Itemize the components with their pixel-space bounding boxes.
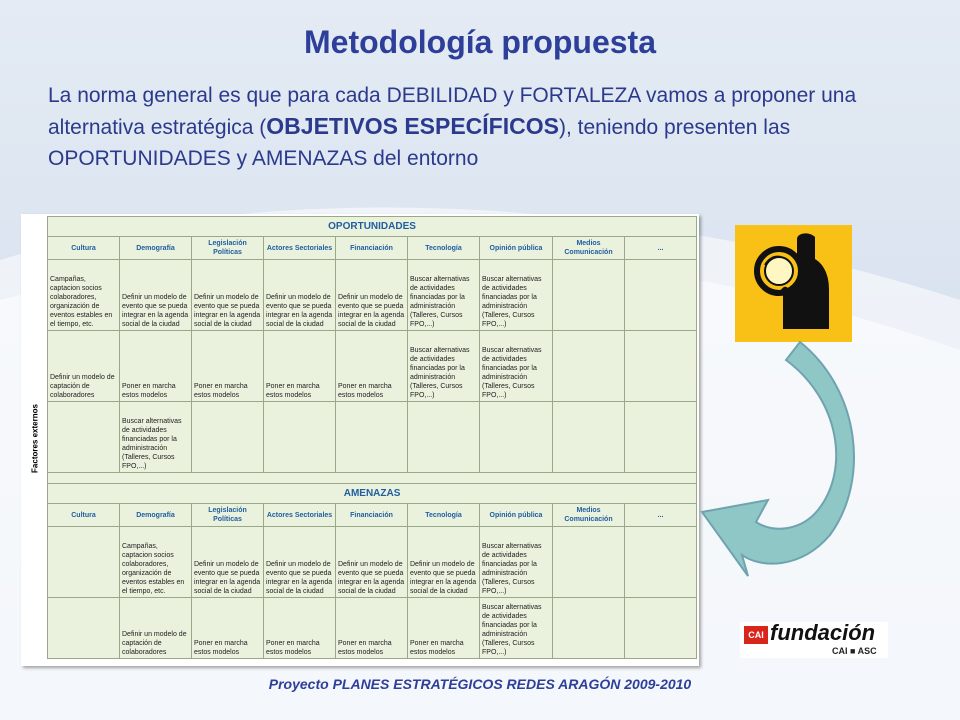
column-header: Medios Comunicación [553,504,625,527]
table-cell [553,598,625,659]
table-cell [48,598,120,659]
table-cell [408,402,480,473]
logo-subtitle: CAI ■ ASC [832,646,877,656]
logo-mark: CAI [744,626,768,644]
column-header: Opinión pública [480,237,553,260]
intro-part-3: ), [558,116,578,139]
table-cell: Poner en marcha estos modelos [336,331,408,402]
magnifier-detective-icon [735,225,852,342]
column-header: Financiación [336,237,408,260]
table-cell [48,527,120,598]
column-header: Tecnología [408,237,480,260]
table-cell: Definir un modelo de evento que se pueda integrar en la agenda social de la ciudad [192,260,264,331]
strategy-table [47,216,697,659]
table-row [48,402,697,473]
column-header: Legislación Políticas [192,237,264,260]
table-cell [625,527,697,598]
table-cell: Buscar alternativas de actividades financiadas por la administración (Talleres, Cursos FPO,...) [480,331,553,402]
table-cell [553,402,625,473]
section-title-oportunidades: OPORTUNIDADES [48,217,697,237]
table-cell [625,331,697,402]
table-cell: Poner en marcha estos modelos [408,598,480,659]
table-cell [264,402,336,473]
table-cell: Definir un modelo de evento que se pueda integrar en la agenda social de la ciudad [192,527,264,598]
side-label-container [23,214,47,666]
footer-text: Proyecto PLANES ESTRATÉGICOS REDES ARAGÓN 2009-2010 [268,676,692,692]
column-header: Medios Comunicación [553,237,625,260]
column-header: Tecnología [408,504,480,527]
column-header: Cultura [48,237,120,260]
table-cell: Campañas, captacion socios colaboradores, organización de eventos estables en el tiempo, etc. [120,527,192,598]
curved-arrow-icon [690,330,890,590]
page-title: Metodología propuesta [304,24,656,60]
table-cell [48,402,120,473]
header-row-amenazas [48,504,697,527]
table-cell: Buscar alternativas de actividades financiadas por la administración (Talleres, Cursos FPO,...) [408,260,480,331]
table-cell [553,527,625,598]
logo-wordmark: fundación [770,620,876,645]
column-header: Cultura [48,504,120,527]
table-cell: Definir un modelo de evento que se pueda integrar en la agenda social de la ciudad [264,527,336,598]
table-cell: Definir un modelo de evento que se pueda integrar en la agenda social de la ciudad [336,260,408,331]
table-cell: Definir un modelo de evento que se pueda integrar en la agenda social de la ciudad [264,260,336,331]
table-cell [553,260,625,331]
table-cell: Poner en marcha estos modelos [192,331,264,402]
intro-text [48,80,908,174]
table-cell: Buscar alternativas de actividades financiadas por la administración (Talleres, Cursos FPO,...) [480,598,553,659]
column-header: Actores Sectoriales [264,237,336,260]
table-cell: Definir un modelo de evento que se pueda integrar en la agenda social de la ciudad [336,527,408,598]
table-row [48,527,697,598]
column-header: Legislación Políticas [192,504,264,527]
table-cell [625,402,697,473]
fundacion-cai-logo [740,622,888,658]
column-header: Opinión pública [480,504,553,527]
table-cell: Definir un modelo de captación de colaboradores [120,598,192,659]
table-cell: Campañas, captacion socios colaboradores, organización de eventos estables en el tiempo, etc. [48,260,120,331]
column-header: Actores Sectoriales [264,504,336,527]
table-cell: Poner en marcha estos modelos [264,331,336,402]
table-cell: Poner en marcha estos modelos [336,598,408,659]
table-cell: Definir un modelo de captación de colaboradores [48,331,120,402]
table-cell: Poner en marcha estos modelos [192,598,264,659]
column-header: Demografía [120,237,192,260]
table-cell: Buscar alternativas de actividades financiadas por la administración (Talleres, Cursos FPO,...) [480,260,553,331]
table-cell: Buscar alternativas de actividades financiadas por la administración (Talleres, Cursos FPO,...) [408,331,480,402]
table-cell: Definir un modelo de evento que se pueda integrar en la agenda social de la ciudad [120,260,192,331]
table-row [48,598,697,659]
column-header: Demografía [120,504,192,527]
table-cell [553,331,625,402]
intro-emphasis: OBJETIVOS ESPECÍFICOS [266,113,559,139]
header-row-oportunidades [48,237,697,260]
table-cell [625,598,697,659]
table-cell: Poner en marcha estos modelos [120,331,192,402]
table-row [48,331,697,402]
column-header: Financiación [336,504,408,527]
table-cell: Definir un modelo de evento que se pueda integrar en la agenda social de la ciudad [408,527,480,598]
table-row [48,260,697,331]
table-cell [336,402,408,473]
side-label: Factores externos [30,404,40,473]
intro-part-1: La norma general es que para cada DEBILIDAD y FORTALEZA vamos a proponer una alternativa estratégica ( [48,84,857,139]
column-header: ... [625,237,697,260]
section-title-amenazas: AMENAZAS [48,484,697,504]
table-cell: Buscar alternativas de actividades financiadas por la administración (Talleres, Cursos FPO,...) [120,402,192,473]
table-cell [192,402,264,473]
column-header: ... [625,504,697,527]
table-cell [625,260,697,331]
table-cell [480,402,553,473]
intro-part-4: teniendo presenten las OPORTUNIDADES y AMENAZAS del entorno [48,116,791,170]
section-divider [48,473,697,484]
table-cell: Poner en marcha estos modelos [264,598,336,659]
table-cell: Buscar alternativas de actividades financiadas por la administración (Talleres, Cursos FPO,...) [480,527,553,598]
